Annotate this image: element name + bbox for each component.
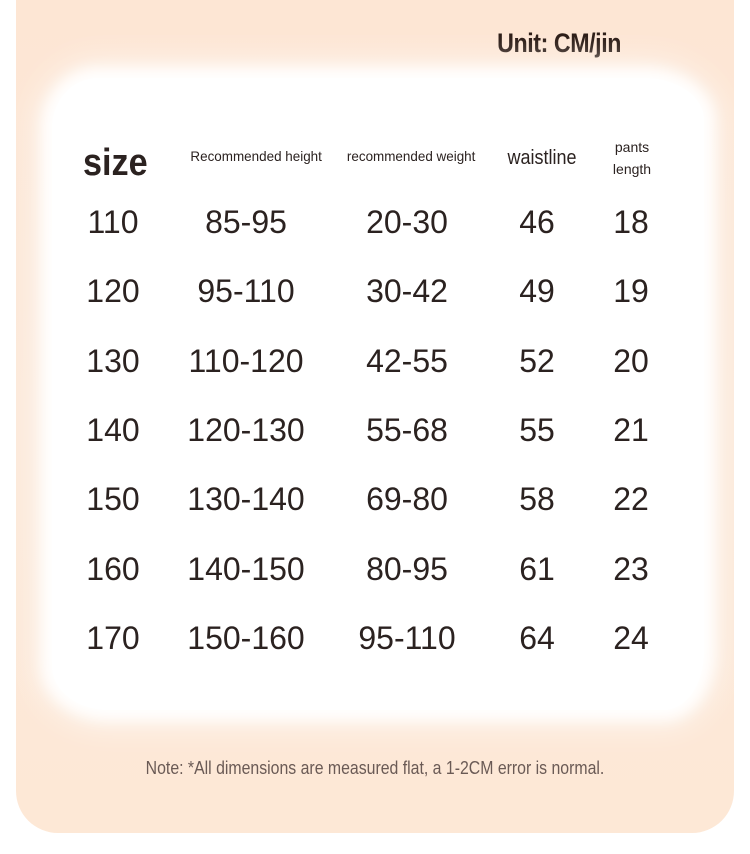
cell-pants: 24 [613,619,649,656]
cell-weight: 80-95 [366,550,448,587]
measurement-note: Note: *All dimensions are measured flat, a 1-2CM error is normal. [145,758,605,778]
cell-pants: 23 [613,550,649,587]
cell-size: 170 [86,619,140,656]
cell-waist: 52 [519,342,555,379]
cell-height: 140-150 [187,550,305,587]
cell-weight: 95-110 [358,619,456,656]
cell-height: 150-160 [187,619,305,656]
cell-height: 120-130 [187,411,305,448]
cell-height: 95-110 [197,273,295,310]
header-recommended-height: Recommended height [190,148,322,164]
cell-size: 110 [87,204,139,240]
cell-size: 140 [86,411,140,448]
header-waistline: waistline [507,147,577,169]
cell-waist: 58 [519,481,555,518]
cell-pants: 21 [613,411,649,448]
cell-pants: 19 [613,273,649,310]
cell-weight: 20-30 [366,204,448,240]
cell-size: 150 [86,481,140,518]
cell-waist: 55 [519,411,555,448]
cell-height: 130-140 [187,481,305,518]
cell-waist: 61 [519,550,555,587]
cell-size: 160 [86,550,140,587]
cell-waist: 64 [519,619,555,656]
cell-pants: 18 [613,204,649,240]
cell-size: 120 [86,273,140,310]
header-size: size [83,142,148,184]
cell-height: 85-95 [205,204,287,240]
header-pants-length: pants length [612,139,652,177]
cell-waist: 49 [519,273,555,310]
header-recommended-weight: recommended weight [346,148,476,164]
cell-waist: 46 [519,204,555,240]
cell-pants: 20 [613,342,649,379]
cell-weight: 42-55 [366,342,448,379]
cell-weight: 30-42 [366,273,448,310]
cell-size: 130 [86,342,140,379]
cell-pants: 22 [613,481,649,518]
cell-weight: 55-68 [366,411,448,448]
cell-height: 110-120 [188,342,304,379]
cell-weight: 69-80 [366,481,448,518]
unit-label: Unit: CM/jin [497,28,621,58]
